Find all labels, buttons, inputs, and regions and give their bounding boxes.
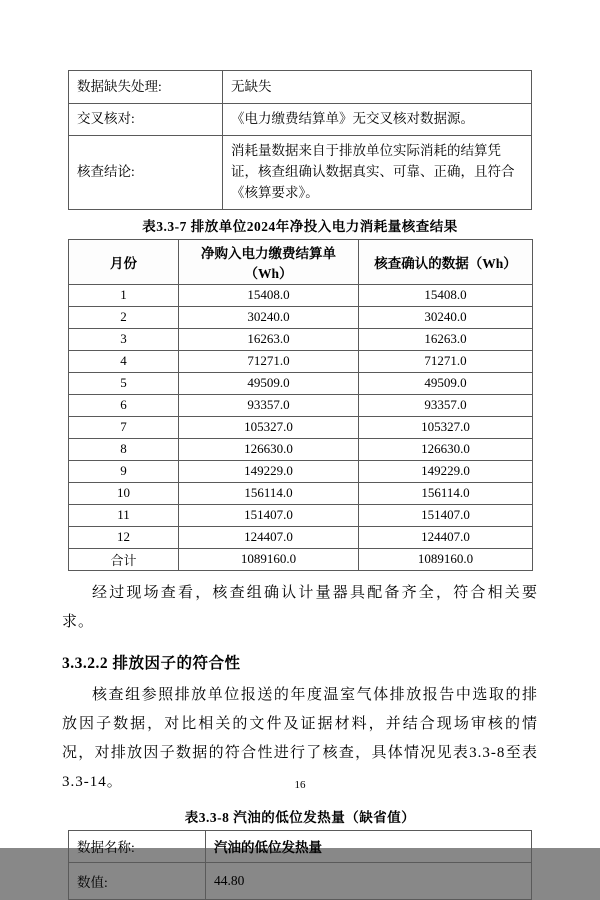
- table-row: [69, 71, 532, 104]
- row-label: 数值:: [69, 862, 206, 899]
- billing-value-cell: 124407.0: [179, 526, 359, 548]
- month-cell: 5: [69, 372, 179, 394]
- table-row: [69, 548, 533, 570]
- page-content: [62, 70, 538, 900]
- month-cell: 1: [69, 284, 179, 306]
- paragraph-site-check: 经过现场查看，核查组确认计量器具配备齐全，符合相关要求。: [62, 584, 538, 630]
- billing-value-cell: 156114.0: [179, 482, 359, 504]
- billing-value-cell: 15408.0: [179, 284, 359, 306]
- billing-value-cell: 126630.0: [179, 438, 359, 460]
- verified-value-cell: 149229.0: [359, 460, 533, 482]
- month-cell: 7: [69, 416, 179, 438]
- billing-value-cell: 149229.0: [179, 460, 359, 482]
- header-row: [69, 239, 533, 284]
- row-value: 44.80: [206, 862, 532, 899]
- table-row: [69, 372, 533, 394]
- verified-value-cell: 1089160.0: [359, 548, 533, 570]
- column-header-billing: 净购入电力缴费结算单（Wh）: [179, 239, 359, 284]
- row-label: 核查结论:: [69, 135, 223, 209]
- month-cell: 4: [69, 350, 179, 372]
- month-cell: 3: [69, 328, 179, 350]
- verified-value-cell: 124407.0: [359, 526, 533, 548]
- table-row: [69, 350, 533, 372]
- page-number: 16: [294, 779, 306, 791]
- month-cell: 10: [69, 482, 179, 504]
- column-header-verified: 核查确认的数据（Wh）: [359, 239, 533, 284]
- row-value: 《电力缴费结算单》无交叉核对数据源。: [223, 104, 532, 136]
- month-cell: 11: [69, 504, 179, 526]
- row-value: 汽油的低位发热量: [206, 830, 532, 862]
- billing-value-cell: 151407.0: [179, 504, 359, 526]
- gasoline-heating-value-table: [68, 830, 532, 900]
- verified-value-cell: 30240.0: [359, 306, 533, 328]
- row-label: 数据缺失处理:: [69, 71, 223, 104]
- table-row: [69, 306, 533, 328]
- month-cell: 合计: [69, 548, 179, 570]
- table-row: [69, 438, 533, 460]
- table-row: [69, 284, 533, 306]
- table-row: [69, 460, 533, 482]
- table-row: [69, 482, 533, 504]
- verified-value-cell: 126630.0: [359, 438, 533, 460]
- row-value: 无缺失: [223, 71, 532, 104]
- electricity-table-title: 表3.3-7 排放单位2024年净投入电力消耗量核查结果: [142, 218, 458, 234]
- table-row: [69, 862, 532, 899]
- verified-value-cell: 105327.0: [359, 416, 533, 438]
- month-cell: 9: [69, 460, 179, 482]
- row-label: 数据名称:: [69, 830, 206, 862]
- month-cell: 2: [69, 306, 179, 328]
- row-value: 消耗量数据来自于排放单位实际消耗的结算凭证，核查组确认数据真实、可靠、正确，且符合《核算要求》。: [223, 135, 532, 209]
- month-cell: 6: [69, 394, 179, 416]
- verified-value-cell: 93357.0: [359, 394, 533, 416]
- table-row: [69, 394, 533, 416]
- table-row: [69, 526, 533, 548]
- billing-value-cell: 49509.0: [179, 372, 359, 394]
- billing-value-cell: 105327.0: [179, 416, 359, 438]
- section-paragraph: 核查组参照排放单位报送的年度温室气体排放报告中选取的排放因子数据，对比相关的文件及证据材料，并结合现场审核的情况，对排放因子数据的符合性进行了核查，具体情况见表3.3-8至表3.3-14。: [62, 686, 538, 790]
- table-row: [69, 830, 532, 862]
- table-row: [69, 135, 532, 209]
- table-row: [69, 416, 533, 438]
- verified-value-cell: 71271.0: [359, 350, 533, 372]
- row-label: 交叉核对:: [69, 104, 223, 136]
- billing-value-cell: 16263.0: [179, 328, 359, 350]
- table-row: [69, 328, 533, 350]
- column-header-month: 月份: [69, 239, 179, 284]
- verified-value-cell: 49509.0: [359, 372, 533, 394]
- verified-value-cell: 156114.0: [359, 482, 533, 504]
- electricity-consumption-table: [68, 239, 533, 571]
- billing-value-cell: 93357.0: [179, 394, 359, 416]
- gasoline-table-title: 表3.3-8 汽油的低位发热量（缺省值）: [184, 809, 416, 825]
- verified-value-cell: 16263.0: [359, 328, 533, 350]
- billing-value-cell: 1089160.0: [179, 548, 359, 570]
- billing-value-cell: 71271.0: [179, 350, 359, 372]
- verified-value-cell: 151407.0: [359, 504, 533, 526]
- verified-value-cell: 15408.0: [359, 284, 533, 306]
- verification-summary-table: [68, 70, 532, 210]
- billing-value-cell: 30240.0: [179, 306, 359, 328]
- month-cell: 12: [69, 526, 179, 548]
- month-cell: 8: [69, 438, 179, 460]
- section-heading: 3.3.2.2 排放因子的符合性: [62, 654, 241, 672]
- table-row: [69, 104, 532, 136]
- table-row: [69, 504, 533, 526]
